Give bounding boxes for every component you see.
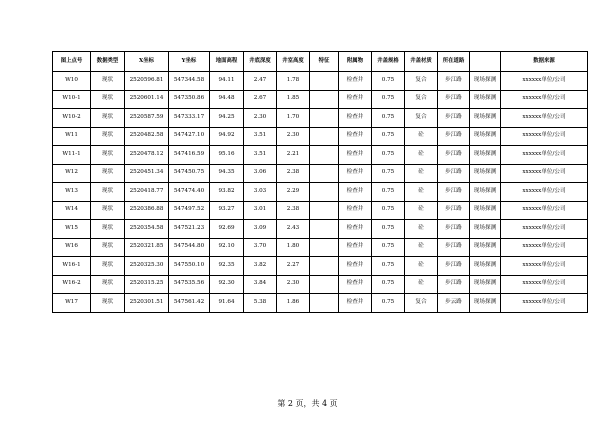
table-cell: 砼 <box>405 164 438 183</box>
table-cell: 步江路 <box>438 90 470 109</box>
table-cell: xxxxxx单位/公司 <box>501 90 588 109</box>
table-cell: 现场探测 <box>470 201 501 220</box>
table-cell: 3.84 <box>244 275 277 294</box>
table-cell: 2.47 <box>244 72 277 91</box>
table-cell: W17 <box>53 294 91 313</box>
table-cell: 2.30 <box>277 127 310 146</box>
table-cell: 步江路 <box>438 257 470 276</box>
table-cell: xxxxxx单位/公司 <box>501 164 588 183</box>
table-cell: xxxxxx单位/公司 <box>501 127 588 146</box>
table-cell: 2.38 <box>277 201 310 220</box>
survey-data-table <box>52 51 588 313</box>
table-cell: 3.09 <box>244 220 277 239</box>
table-cell: 2520478.12 <box>125 146 169 165</box>
table-cell: 2.21 <box>277 146 310 165</box>
table-cell: 2.67 <box>244 90 277 109</box>
table-cell: 现状 <box>91 72 125 91</box>
table-cell: 检查井 <box>339 294 372 313</box>
table-cell: 2520315.25 <box>125 275 169 294</box>
table-cell: 步江路 <box>438 146 470 165</box>
table-cell <box>310 201 339 220</box>
table-cell: W16-1 <box>53 257 91 276</box>
table-cell: 现状 <box>91 220 125 239</box>
table-cell: 现场探测 <box>470 72 501 91</box>
table-cell: 1.85 <box>277 90 310 109</box>
table-cell: 检查井 <box>339 257 372 276</box>
table-cell: xxxxxx单位/公司 <box>501 183 588 202</box>
table-cell: 步云路 <box>438 294 470 313</box>
table-cell: 检查井 <box>339 72 372 91</box>
table-cell: 步江路 <box>438 183 470 202</box>
table-cell: 0.75 <box>372 183 405 202</box>
table-row <box>53 275 588 294</box>
table-cell: 现状 <box>91 146 125 165</box>
table-cell: 2520354.58 <box>125 220 169 239</box>
table-cell: W10-1 <box>53 90 91 109</box>
table-cell: 检查井 <box>339 275 372 294</box>
table-cell: 2.43 <box>277 220 310 239</box>
table-cell: 2520325.30 <box>125 257 169 276</box>
table-cell: 步江路 <box>438 201 470 220</box>
table-cell: 检查井 <box>339 90 372 109</box>
table-cell: 现场探测 <box>470 220 501 239</box>
table-cell: 1.78 <box>277 72 310 91</box>
table-cell: 检查井 <box>339 201 372 220</box>
table-cell: 2520301.51 <box>125 294 169 313</box>
header-row <box>53 52 588 72</box>
column-header: 附属物 <box>339 52 372 72</box>
table-cell: xxxxxx单位/公司 <box>501 238 588 257</box>
table-cell <box>310 257 339 276</box>
table-cell <box>310 183 339 202</box>
table-cell: 2520482.58 <box>125 127 169 146</box>
table-cell: 现场探测 <box>470 294 501 313</box>
table-cell: 3.51 <box>244 146 277 165</box>
table-cell: xxxxxx单位/公司 <box>501 109 588 128</box>
table-row <box>53 72 588 91</box>
table-cell: 547474.40 <box>169 183 210 202</box>
table-cell: 3.06 <box>244 164 277 183</box>
table-cell: 92.35 <box>210 257 244 276</box>
table-cell: 步江路 <box>438 109 470 128</box>
table-cell: 2520601.14 <box>125 90 169 109</box>
table-cell: 砼 <box>405 220 438 239</box>
table-cell: W14 <box>53 201 91 220</box>
table-cell: 检查井 <box>339 183 372 202</box>
table-row <box>53 164 588 183</box>
table-cell: 3.70 <box>244 238 277 257</box>
table-cell: 2520386.88 <box>125 201 169 220</box>
table-cell: 检查井 <box>339 164 372 183</box>
table-cell: 0.75 <box>372 90 405 109</box>
table-cell: 现场探测 <box>470 257 501 276</box>
table-cell: 现状 <box>91 127 125 146</box>
table-cell: 复合 <box>405 90 438 109</box>
table-cell: xxxxxx单位/公司 <box>501 294 588 313</box>
table-cell: 5.38 <box>244 294 277 313</box>
table-body <box>53 72 588 313</box>
column-header: 特征 <box>310 52 339 72</box>
table-cell: 94.25 <box>210 109 244 128</box>
column-header: Y坐标 <box>169 52 210 72</box>
table-cell: 步江路 <box>438 164 470 183</box>
table-cell: 2520321.85 <box>125 238 169 257</box>
table-cell: 0.75 <box>372 201 405 220</box>
table-cell: 547521.23 <box>169 220 210 239</box>
table-cell: 2520596.81 <box>125 72 169 91</box>
table-cell: 步江路 <box>438 220 470 239</box>
table-cell: 2520418.77 <box>125 183 169 202</box>
table-cell: 2.29 <box>277 183 310 202</box>
table-cell <box>310 72 339 91</box>
table-cell: 现状 <box>91 201 125 220</box>
table-cell: 现状 <box>91 294 125 313</box>
table-cell: 步江路 <box>438 238 470 257</box>
table-cell: 步江路 <box>438 72 470 91</box>
table-cell: 砼 <box>405 127 438 146</box>
table-header <box>53 52 588 72</box>
table-cell: W11-1 <box>53 146 91 165</box>
table-cell: 2.38 <box>277 164 310 183</box>
table-cell <box>310 294 339 313</box>
table-cell: W16 <box>53 238 91 257</box>
table-cell: 0.75 <box>372 72 405 91</box>
table-cell: 92.10 <box>210 238 244 257</box>
table-cell: 91.64 <box>210 294 244 313</box>
column-header: X坐标 <box>125 52 169 72</box>
table-cell: 现状 <box>91 109 125 128</box>
table-cell: W15 <box>53 220 91 239</box>
table-cell: xxxxxx单位/公司 <box>501 146 588 165</box>
table-cell: 95.16 <box>210 146 244 165</box>
table-cell: 3.03 <box>244 183 277 202</box>
column-header: 所在道路 <box>438 52 470 72</box>
table-cell: 547497.52 <box>169 201 210 220</box>
table-cell: 检查井 <box>339 220 372 239</box>
table-cell: 砼 <box>405 257 438 276</box>
table-cell: 2.30 <box>244 109 277 128</box>
table-cell: 砼 <box>405 275 438 294</box>
table-cell: 现场探测 <box>470 183 501 202</box>
table-row <box>53 294 588 313</box>
table-cell <box>310 238 339 257</box>
table-cell: 现状 <box>91 238 125 257</box>
table-cell: 1.70 <box>277 109 310 128</box>
table-cell: 2520451.34 <box>125 164 169 183</box>
table-cell: 砼 <box>405 146 438 165</box>
table-cell: 砼 <box>405 201 438 220</box>
table-cell: 0.75 <box>372 238 405 257</box>
table-row <box>53 109 588 128</box>
table-cell: 547427.10 <box>169 127 210 146</box>
table-cell: 0.75 <box>372 164 405 183</box>
table-cell: 94.48 <box>210 90 244 109</box>
table-cell: 现场探测 <box>470 90 501 109</box>
table-cell: 92.69 <box>210 220 244 239</box>
table-cell: 0.75 <box>372 146 405 165</box>
table-cell: 94.35 <box>210 164 244 183</box>
table-cell: 检查井 <box>339 238 372 257</box>
table-cell: 1.86 <box>277 294 310 313</box>
column-header: 地面高程 <box>210 52 244 72</box>
column-header: 井底深度 <box>244 52 277 72</box>
table-cell: 3.82 <box>244 257 277 276</box>
table-cell: 0.75 <box>372 127 405 146</box>
column-header: 井室高度 <box>277 52 310 72</box>
table-cell: xxxxxx单位/公司 <box>501 220 588 239</box>
table-cell: xxxxxx单位/公司 <box>501 201 588 220</box>
table-row <box>53 127 588 146</box>
table-cell <box>310 275 339 294</box>
table-cell: 94.92 <box>210 127 244 146</box>
table-cell <box>310 220 339 239</box>
table-row <box>53 238 588 257</box>
table-cell: 547550.10 <box>169 257 210 276</box>
column-header: 井盖规格 <box>372 52 405 72</box>
table-row <box>53 201 588 220</box>
table-cell: xxxxxx单位/公司 <box>501 72 588 91</box>
table-cell: 现状 <box>91 90 125 109</box>
table-cell: 现场探测 <box>470 164 501 183</box>
table-cell: 2520587.59 <box>125 109 169 128</box>
table-cell: 0.75 <box>372 220 405 239</box>
table-cell: 0.75 <box>372 257 405 276</box>
table-cell: 复合 <box>405 109 438 128</box>
table-cell: 步江路 <box>438 275 470 294</box>
table-cell: 93.27 <box>210 201 244 220</box>
column-header: 数据类型 <box>91 52 125 72</box>
table-cell: 现状 <box>91 183 125 202</box>
table-cell: 3.01 <box>244 201 277 220</box>
table-cell: 92.30 <box>210 275 244 294</box>
table-cell: 547544.80 <box>169 238 210 257</box>
table-cell: 2.27 <box>277 257 310 276</box>
table-row <box>53 183 588 202</box>
table-cell <box>310 109 339 128</box>
table-cell: 2.30 <box>277 275 310 294</box>
table-cell: 现场探测 <box>470 275 501 294</box>
table-cell: 现场探测 <box>470 146 501 165</box>
column-header <box>470 52 501 72</box>
table-cell: W11 <box>53 127 91 146</box>
table-cell: 现状 <box>91 275 125 294</box>
table-cell: 现状 <box>91 257 125 276</box>
table-cell: W16-2 <box>53 275 91 294</box>
table-cell: 复合 <box>405 72 438 91</box>
table-cell: 547350.86 <box>169 90 210 109</box>
table-cell: 现场探测 <box>470 109 501 128</box>
table-cell: 复合 <box>405 294 438 313</box>
table-cell: W12 <box>53 164 91 183</box>
table-cell: 94.11 <box>210 72 244 91</box>
table-cell: 547561.42 <box>169 294 210 313</box>
table-cell <box>310 127 339 146</box>
table-cell: W10 <box>53 72 91 91</box>
table-cell: xxxxxx单位/公司 <box>501 257 588 276</box>
table-row <box>53 146 588 165</box>
table-cell: 0.75 <box>372 275 405 294</box>
table-row <box>53 90 588 109</box>
table-cell: 3.51 <box>244 127 277 146</box>
page-number-footer: 第 2 页，共 4 页 <box>277 399 338 408</box>
table-cell: 0.75 <box>372 109 405 128</box>
table-cell: 93.82 <box>210 183 244 202</box>
table-cell: 砼 <box>405 183 438 202</box>
table-cell: 检查井 <box>339 146 372 165</box>
table-cell: 0.75 <box>372 294 405 313</box>
table-cell: 检查井 <box>339 127 372 146</box>
table-row <box>53 257 588 276</box>
table-cell: 547333.17 <box>169 109 210 128</box>
table-cell: 547535.56 <box>169 275 210 294</box>
table-cell: 547450.75 <box>169 164 210 183</box>
column-header: 数据来源 <box>501 52 588 72</box>
table-cell: 现状 <box>91 164 125 183</box>
column-header: 图上点号 <box>53 52 91 72</box>
table-row <box>53 220 588 239</box>
table-cell: 547416.59 <box>169 146 210 165</box>
table-cell: 547344.58 <box>169 72 210 91</box>
table-cell: 1.80 <box>277 238 310 257</box>
table-cell: 现场探测 <box>470 127 501 146</box>
table-cell <box>310 164 339 183</box>
table-cell: W13 <box>53 183 91 202</box>
table-cell: xxxxxx单位/公司 <box>501 275 588 294</box>
table-cell: 步江路 <box>438 127 470 146</box>
table-cell: 现场探测 <box>470 238 501 257</box>
table-cell: 检查井 <box>339 109 372 128</box>
column-header: 井盖材质 <box>405 52 438 72</box>
table-cell: W10-2 <box>53 109 91 128</box>
table-cell <box>310 146 339 165</box>
table-cell: 砼 <box>405 238 438 257</box>
table-cell <box>310 90 339 109</box>
